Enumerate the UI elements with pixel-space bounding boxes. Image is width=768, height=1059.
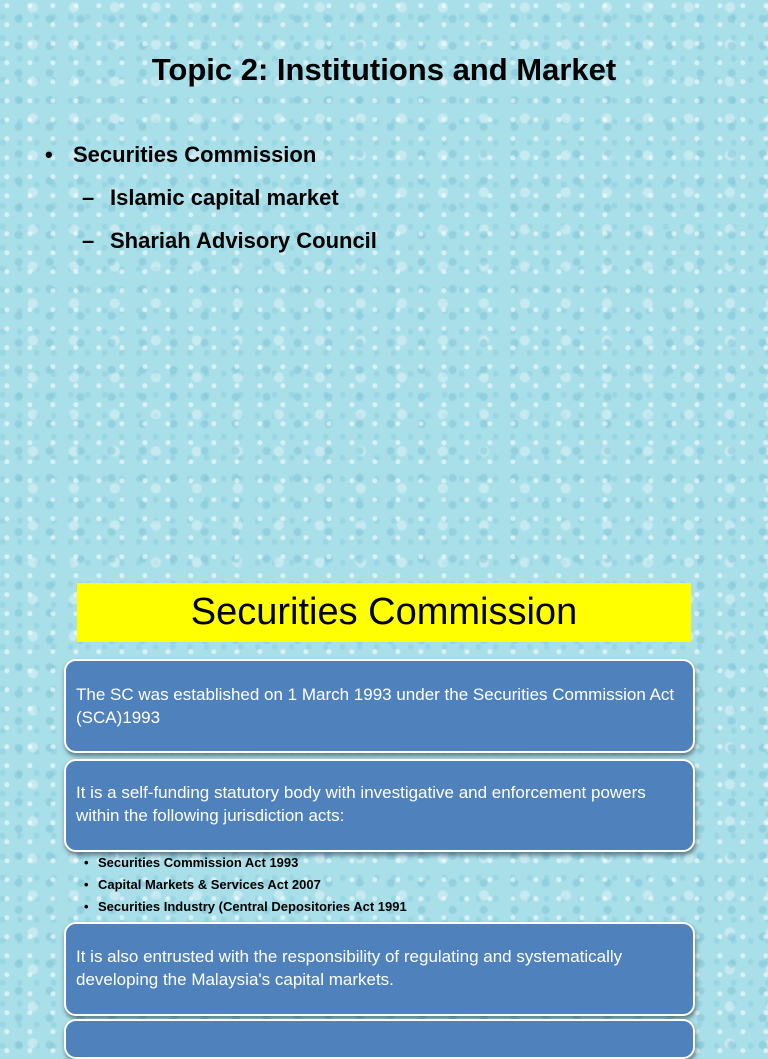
info-box-statutory-body xyxy=(64,759,695,852)
info-box-text: It is a self-funding statutory body with investigative and enforcement powers within the following jurisdiction acts: xyxy=(76,783,646,825)
sub-bullet-islamic-capital-market xyxy=(82,185,339,211)
info-box-regulating xyxy=(64,922,695,1016)
bullet-icon: • xyxy=(45,142,53,167)
sub-bullet-text: Islamic capital market xyxy=(110,185,339,210)
dash-icon: – xyxy=(82,185,95,210)
list-item xyxy=(84,874,407,896)
info-box-established xyxy=(64,659,695,753)
sub-bullet-text: Shariah Advisory Council xyxy=(110,228,377,253)
acts-list xyxy=(84,852,407,918)
bullet-icon: • xyxy=(84,877,89,892)
sub-bullet-shariah-advisory-council xyxy=(82,228,377,254)
list-item-text: Securities Commission Act 1993 xyxy=(98,855,299,870)
dash-icon: – xyxy=(82,228,95,253)
slide-title: Topic 2: Institutions and Market xyxy=(151,52,617,87)
info-box-text: It is also entrusted with the responsibility of regulating and systematically developing the Malaysia's capital markets. xyxy=(76,947,623,989)
bullet-securities-commission xyxy=(45,142,316,168)
list-item-text: Securities Industry (Central Depositories Act 1991 xyxy=(98,899,407,914)
list-item xyxy=(84,852,407,874)
banner-title: Securities Commission xyxy=(77,583,691,642)
list-item-text: Capital Markets & Services Act 2007 xyxy=(98,877,321,892)
list-item xyxy=(84,896,407,918)
bullet-icon: • xyxy=(84,899,89,914)
bullet-icon: • xyxy=(84,855,89,870)
info-box-partial xyxy=(64,1019,695,1059)
bullet-text: Securities Commission xyxy=(73,142,317,167)
info-box-text: The SC was established on 1 March 1993 under the Securities Commission Act (SCA)1993 xyxy=(76,685,675,727)
